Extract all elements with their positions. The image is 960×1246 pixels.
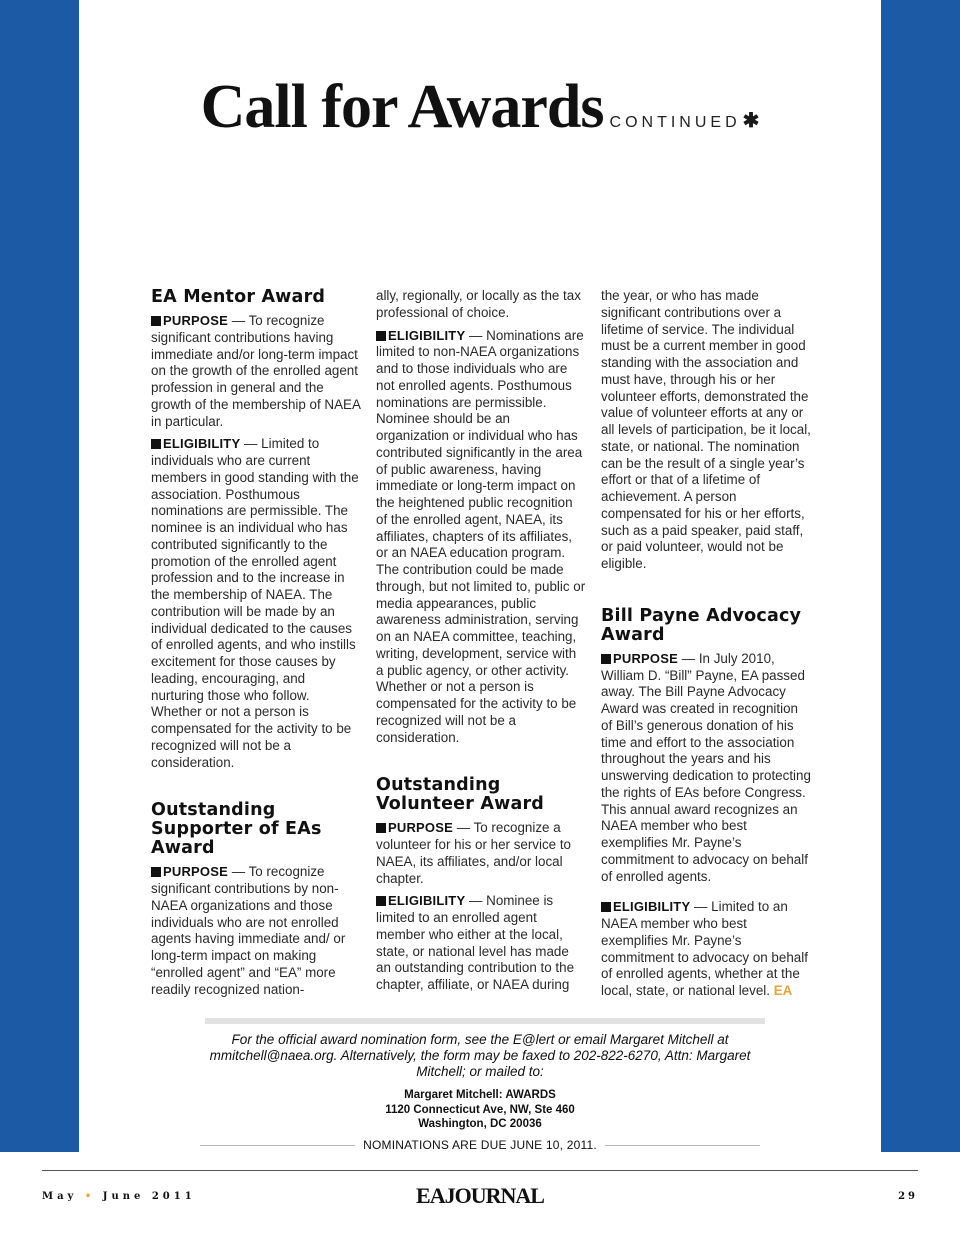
purpose-text: — To recognize significant contributions by non-NAEA organizations and those individuals who are not enrolled agents having immediate and/ or long-term impact on making “enrolled agent” and “EA” more readily recognized nation-: [151, 864, 346, 997]
purpose-text: — To recognize significant contributions having immediate and/or long-term impact on the growth of the enrolled agent profession in general and the growth of the membership of NAEA in particular.: [151, 313, 361, 429]
nomination-instructions: For the official award nomination form, see the E@lert or email Margaret Mitchell at mmitchell@naea.org. Alternatively, the form may be faxed to 202-822-6270, Attn: Margaret Mitchell; or mailed to:: [209, 1032, 751, 1079]
eligibility-label: ELIGIBILITY: [163, 436, 241, 452]
bullet-square-icon: [151, 867, 161, 877]
bullet-square-icon: [151, 439, 161, 449]
volunteer-purpose: [376, 820, 586, 887]
outstanding-supporter-section: [151, 801, 361, 998]
supporter-eligibility: [376, 328, 586, 747]
bullet-square-icon: [376, 331, 386, 341]
payne-purpose: [601, 651, 811, 886]
column-1: [151, 288, 361, 1004]
bullet-square-icon: [151, 316, 161, 326]
footer-month-1: May: [42, 1191, 78, 1202]
eligibility-label: ELIGIBILITY: [388, 893, 466, 909]
supporter-purpose: [151, 864, 361, 998]
due-date-text: NOMINATIONS ARE DUE JUNE 10, 2011.: [363, 1138, 597, 1152]
due-line-left: [200, 1145, 355, 1146]
continued-label: CONTINUED: [609, 114, 741, 131]
ea-mentor-purpose: [151, 313, 361, 430]
purpose-label: PURPOSE: [388, 820, 453, 836]
asterisk-icon: ✱: [742, 110, 760, 132]
purpose-label: PURPOSE: [163, 313, 228, 328]
volunteer-eligibility-continued: the year, or who has made significant contributions over a lifetime of service. The individual must be a current member in good standing with the association and must have, through his or her volunteer efforts, demonstrated the value of volunteer efforts at any or all levels of participation, be it local, state, or national. The nomination can be the result of a single year’s effort or that of a lifetime of achievement. A person compensated for his or her efforts, such as a paid speaker, paid staff, or paid volunteer, would not be eligible.: [601, 288, 811, 571]
bullet-square-icon: [601, 654, 611, 664]
purpose-label: PURPOSE: [613, 650, 678, 666]
bullet-square-icon: [601, 902, 611, 912]
outstanding-supporter-heading: Outstanding Supporter of EAs Award: [151, 800, 322, 859]
divider-band: [205, 1018, 765, 1024]
left-blue-margin: [0, 0, 79, 1152]
volunteer-eligibility: [376, 893, 586, 994]
eligibility-label: ELIGIBILITY: [613, 899, 691, 915]
eligibility-label: ELIGIBILITY: [388, 327, 466, 343]
eligibility-text: — Nominations are limited to non-NAEA organizations and to those individuals who are not enrolled agents. Posthumous nominations are permissible. Nominee should be an organization or individual who has contributed significantly in the area of public awareness, having immediate or long-term impact on the heightened public recognition of the enrolled agent, NAEA, its affiliates, chapters of its affiliates, or an NAEA education program. The contribution could be made through, but not limited to, public or media appearances, public awareness administration, serving on an NAEA committee, teaching, writing, development, service with a public agency, or other activity. Whether or not a person is compensated for the activity to be recognized will not be a consideration.: [376, 327, 586, 745]
right-blue-margin: [881, 0, 960, 1152]
bullet-square-icon: [376, 896, 386, 906]
footer-rule: [42, 1170, 918, 1171]
page-header: [0, 72, 960, 143]
address-name: Margaret Mitchell: AWARDS: [404, 1089, 556, 1101]
outstanding-volunteer-heading: Outstanding Volunteer Award: [376, 775, 545, 815]
payne-eligibility: [601, 899, 811, 1000]
purpose-text: — In July 2010, William D. “Bill” Payne, EA passed away. The Bill Payne Advocacy Award was created in recognition of Bill’s generous donation of his time and effort to the association throughout the years and his unswerving dedication to protecting the rights of EAs before Congress. This annual award recognizes an NAEA member who best exemplifies Mr. Payne’s commitment to advocacy on behalf of enrolled agents.: [601, 650, 811, 884]
footer-separator: •: [84, 1191, 96, 1202]
address-city: Washington, DC 20036: [418, 1118, 542, 1130]
ea-journal-logo: EAJOURNAL: [416, 1183, 544, 1208]
ea-mentor-eligibility: [151, 436, 361, 771]
due-date-row: [200, 1138, 760, 1152]
eligibility-text: — Limited to individuals who are current members in good standing with the association. Posthumous nominations are permissible. The nominee is an individual who has contributed significantly to the promotion of the enrolled agent profession and to the increase in the membership of NAEA. The contribution will be made by an individual dedicated to the causes of enrolled agents, and who instills excitement for those causes by leading, encouraging, and nurturing those who follow. Whether or not a person is compensated for the activity to be recognized will not be a consideration.: [151, 436, 359, 770]
due-line-right: [605, 1145, 760, 1146]
ea-mentor-award-section: [151, 288, 361, 771]
column-3: [601, 288, 811, 1006]
end-mark: EA: [773, 983, 793, 998]
bill-payne-section: [601, 607, 811, 1000]
bullet-square-icon: [376, 823, 386, 833]
nomination-note: [205, 1032, 755, 1132]
ea-mentor-award-heading: EA Mentor Award: [151, 287, 326, 307]
footer-month-2: June 2011: [102, 1191, 196, 1202]
purpose-label: PURPOSE: [163, 864, 228, 880]
column-2: [376, 288, 586, 1000]
bill-payne-heading: Bill Payne Advocacy Award: [601, 605, 802, 645]
page-title: Call for Awards: [200, 73, 604, 141]
page-number: 29: [898, 1191, 918, 1202]
eligibility-text: — Limited to an NAEA member who best exemplifies Mr. Payne’s commitment to advocacy on behalf of enrolled agents, whether at the local, state, or national level.: [601, 899, 808, 998]
eligibility-text: — Nominee is limited to an enrolled agent member who either at the local, state, or national level has made an outstanding contribution to the chapter, affiliate, or NAEA during: [376, 893, 575, 992]
outstanding-volunteer-section: [376, 776, 586, 994]
purpose-text: — To recognize a volunteer for his or her service to NAEA, its affiliates, and/or local chapter.: [376, 820, 571, 886]
address-street: 1120 Connecticut Ave, NW, Ste 460: [385, 1103, 575, 1116]
mailing-address: [205, 1088, 755, 1132]
supporter-purpose-continued: ally, regionally, or locally as the tax professional of choice.: [376, 288, 581, 320]
